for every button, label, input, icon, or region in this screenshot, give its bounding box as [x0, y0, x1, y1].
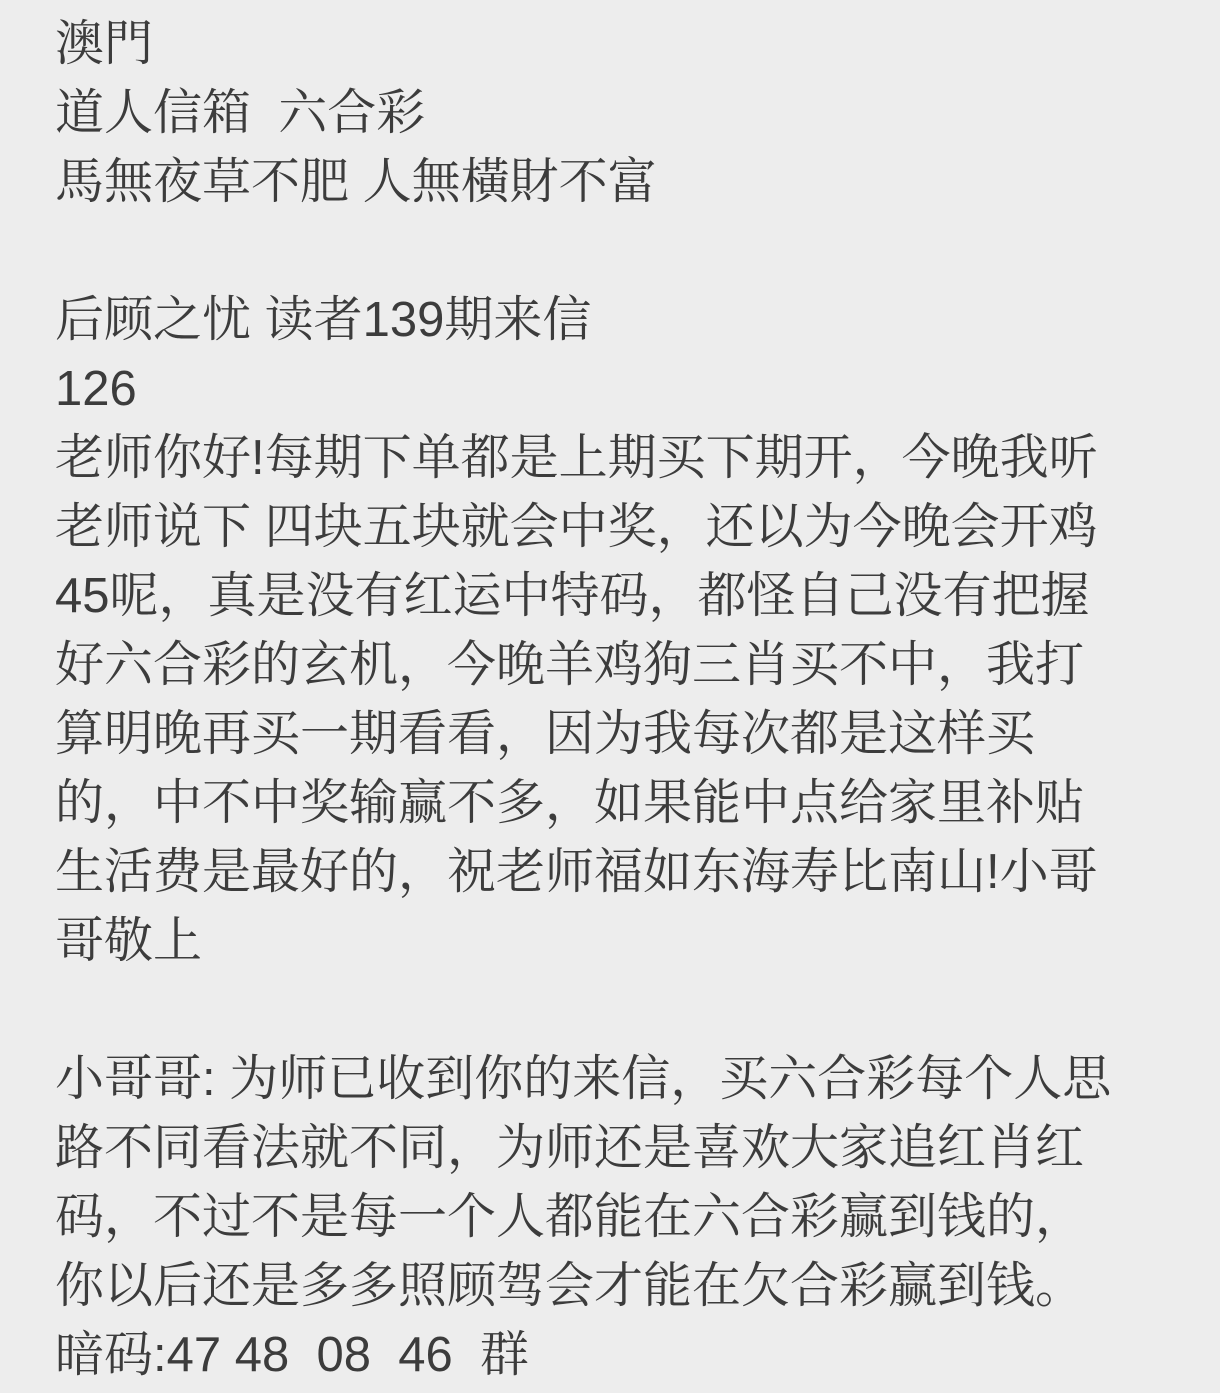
letter-heading: 后顾之忧 读者139期来信 [55, 293, 592, 347]
secret-code-line: 暗码:47 48 08 46 群 [55, 1328, 529, 1382]
letter-body-line: 好六合彩的玄机，今晚羊鸡狗三肖买不中，我打 [55, 638, 1085, 692]
letter-body-line: 生活费是最好的，祝老师福如东海寿比南山!小哥 [55, 845, 1098, 899]
reader-letter [55, 286, 1180, 976]
reply-body-line: 码，不过不是每一个人都能在六合彩赢到钱的， [55, 1190, 1085, 1244]
reply-body-line: 路不同看法就不同，为师还是喜欢大家追红肖红 [55, 1121, 1085, 1175]
masthead-motto: 馬無夜草不肥 人無橫財不富 [55, 155, 657, 209]
letter-issue-number: 126 [55, 362, 137, 416]
blank-line [55, 976, 1180, 1045]
master-reply [55, 1045, 1180, 1390]
letter-body-line: 45呢，真是没有红运中特码，都怪自己没有把握 [55, 569, 1090, 623]
reply-body-line: 你以后还是多多照顾驾会才能在欠合彩赢到钱。 [55, 1259, 1085, 1313]
letter-body-line: 的，中不中奖输赢不多，如果能中点给家里补贴 [55, 776, 1085, 830]
reply-body-line: 小哥哥: 为师已收到你的来信，买六合彩每个人思 [55, 1052, 1112, 1106]
letter-body-line: 哥敬上 [55, 914, 203, 968]
masthead-region: 澳門 [55, 17, 154, 71]
letter-body-line: 算明晚再买一期看看，因为我每次都是这样买 [55, 707, 1036, 761]
masthead-title: 道人信箱 六合彩 [55, 86, 426, 140]
letter-body-line: 老师说下 四块五块就会中奖，还以为今晚会开鸡 [55, 500, 1098, 554]
letter-body-line: 老师你好!每期下单都是上期买下期开，今晚我听 [55, 431, 1098, 485]
masthead [55, 10, 1180, 217]
blank-line [55, 217, 1180, 286]
